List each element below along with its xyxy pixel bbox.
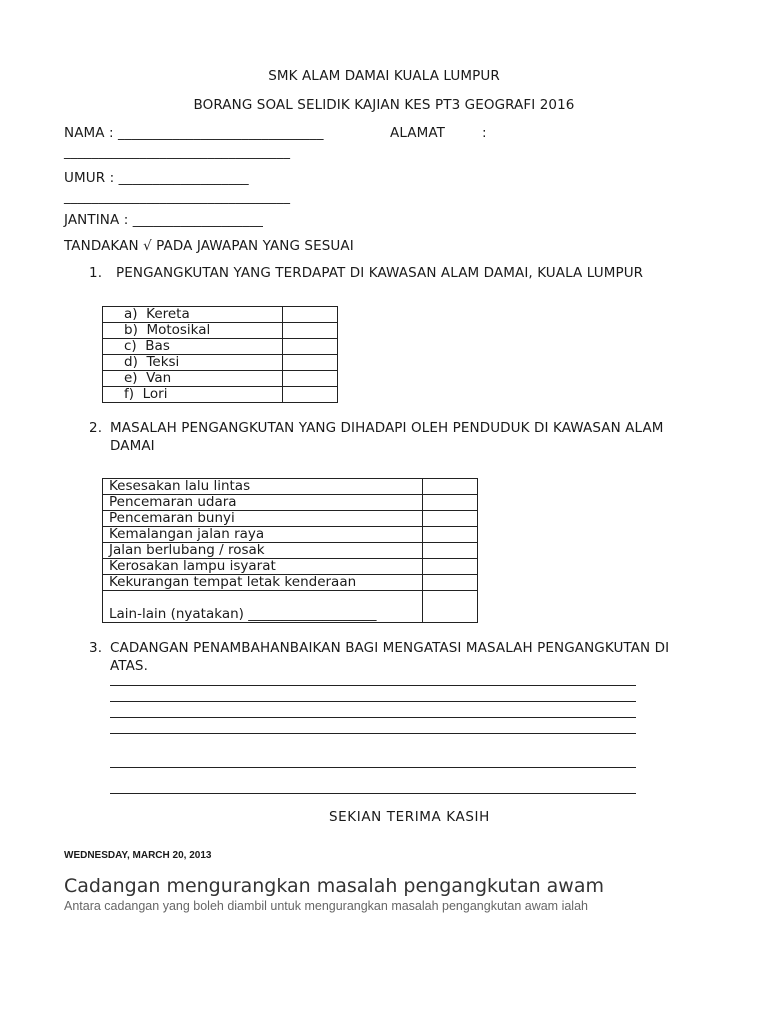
answer-line[interactable] [110, 701, 636, 702]
tick-box[interactable] [283, 355, 338, 371]
alamat-line: _________________________________ [64, 144, 291, 160]
table-row [103, 591, 478, 623]
tick-box[interactable] [283, 371, 338, 387]
option-label: Pencemaran udara [103, 495, 423, 511]
alamat-label: ALAMAT [390, 125, 445, 141]
option-label: Teksi [146, 354, 180, 370]
tick-box[interactable] [283, 387, 338, 403]
question3-text-line2: ATAS. [110, 658, 148, 674]
question1-table [102, 306, 338, 403]
answer-line[interactable] [110, 793, 636, 794]
table-row [103, 543, 478, 559]
table-row [103, 339, 338, 355]
option-label: Kereta [146, 306, 190, 322]
question2-text-line1: MASALAH PENGANGKUTAN YANG DIHADAPI OLEH PENDUDUK DI KAWASAN ALAM [110, 420, 664, 436]
question1-number: 1. [89, 265, 103, 281]
answer-line[interactable] [110, 733, 636, 734]
tick-box[interactable] [423, 479, 478, 495]
post-title[interactable]: Cadangan mengurangkan masalah pengangkutan awam [64, 875, 604, 897]
answer-line[interactable] [110, 685, 636, 686]
umur-line: _________________________________ [64, 189, 291, 205]
tick-box[interactable] [423, 543, 478, 559]
form-title: BORANG SOAL SELIDIK KAJIAN KES PT3 GEOGRAFI 2016 [193, 97, 575, 113]
table-row [103, 559, 478, 575]
post-date: WEDNESDAY, MARCH 20, 2013 [64, 850, 212, 861]
alamat-colon: : [482, 125, 487, 141]
table-row [103, 387, 338, 403]
option-label: Kekurangan tempat letak kenderaan [103, 575, 423, 591]
tick-box[interactable] [423, 527, 478, 543]
tick-box[interactable] [423, 575, 478, 591]
table-row [103, 527, 478, 543]
table-row [103, 307, 338, 323]
option-label: Kerosakan lampu isyarat [103, 559, 423, 575]
option-letter: b) [124, 322, 138, 338]
closing-text: SEKIAN TERIMA KASIH [329, 809, 490, 825]
tick-box[interactable] [283, 307, 338, 323]
school-name: SMK ALAM DAMAI KUALA LUMPUR [268, 68, 500, 84]
option-label: Lori [142, 386, 168, 402]
option-letter: d) [124, 354, 138, 370]
table-row [103, 495, 478, 511]
option-label: Jalan berlubang / rosak [103, 543, 423, 559]
question1-text: PENGANGKUTAN YANG TERDAPAT DI KAWASAN ALAM DAMAI, KUALA LUMPUR [116, 265, 644, 281]
option-letter: f) [124, 386, 135, 402]
tick-box[interactable] [423, 495, 478, 511]
question2-number: 2. [89, 420, 103, 436]
option-label: Motosikal [146, 322, 211, 338]
question3-number: 3. [89, 640, 103, 656]
instruction: TANDAKAN √ PADA JAWAPAN YANG SESUAI [64, 238, 354, 254]
tick-box[interactable] [423, 511, 478, 527]
question2-text-line2: DAMAI [110, 438, 155, 454]
question2-table [102, 478, 478, 623]
option-letter: a) [124, 306, 138, 322]
table-row [103, 355, 338, 371]
table-row [103, 575, 478, 591]
table-row [103, 479, 478, 495]
tick-box[interactable] [283, 323, 338, 339]
table-row [103, 323, 338, 339]
option-label: Pencemaran bunyi [103, 511, 423, 527]
question3-text-line1: CADANGAN PENAMBAHANBAIKAN BAGI MENGATASI MASALAH PENGANGKUTAN DI [110, 640, 670, 656]
post-snippet: Antara cadangan yang boleh diambil untuk mengurangkan masalah pengangkutan awam ialah [64, 899, 588, 913]
answer-line[interactable] [110, 767, 636, 768]
tick-box[interactable] [283, 339, 338, 355]
answer-line[interactable] [110, 717, 636, 718]
tick-box[interactable] [423, 559, 478, 575]
jantina-field: JANTINA : ___________________ [64, 212, 263, 228]
tick-box[interactable] [423, 591, 478, 623]
table-row [103, 511, 478, 527]
option-label: Kemalangan jalan raya [103, 527, 423, 543]
option-label: Van [146, 370, 172, 386]
umur-field: UMUR : ___________________ [64, 170, 249, 186]
option-label: Kesesakan lalu lintas [103, 479, 423, 495]
nama-field: NAMA : ______________________________ [64, 125, 324, 141]
table-row [103, 371, 338, 387]
option-label-other: Lain-lain (nyatakan) ___________________ [103, 591, 423, 623]
option-letter: e) [124, 370, 138, 386]
option-letter: c) [124, 338, 137, 354]
option-label: Bas [145, 338, 170, 354]
